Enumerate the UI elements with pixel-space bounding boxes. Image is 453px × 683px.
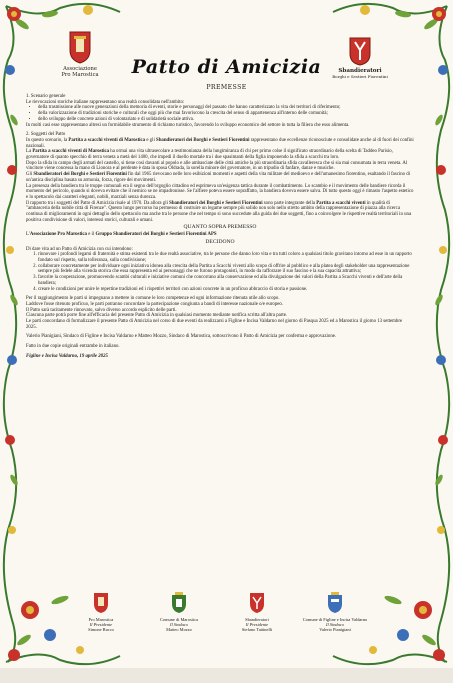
signature-org: Pro Marostica [88, 617, 114, 622]
list-item: 1. rinnovare i profondi legami di fraternità e stima esistenti tra le due realtà associative, tra le persone che danno loro vita e tra tutti coloro a qualsiasi titolo gravitano intorno ad esse in un rapporto fondato sul rispetto, sulla tolleranza, sulla condivisione; [38, 252, 414, 263]
signature-role: Il Presidente [89, 622, 113, 627]
paragraph: Di dare vita ad un Patto di Amicizia con cui intendono: [26, 246, 133, 252]
paragraph: Per il raggiungimento le parti si impegnano a mettere in comune le loro competenze ed ogni informazione ritenuta utile allo scopo. [26, 296, 280, 302]
text-run: rappresentano due eccellenze riconosciute e consolidate anche al di fuori dei confini nazionali. [26, 137, 414, 149]
paragraph: La presenza della bandiera tra le truppe comunali era il segno dell'orgoglio cittadino ed esprimeva un'esigenza tattica durante il combattimento. Lo scambio e il movimento delle bandiere ricorda il momento del pericolo, quando si doveva evitare che il nemico se ne impadronisse. Se l'alfiere poteva essere sopraffatto, la bandiera doveva essere salva. Di tutto questo oggi è rimasto l'aspetto estetico e lo spettacolo dai caratteri eleganti, nobili, marziali senza durezza. [26, 183, 414, 200]
pro-marostica-crest-icon [92, 592, 110, 614]
signature-name: Matteo Mozzo [166, 627, 192, 632]
text-run-bold: Gruppo Sbandieratori dei Borghi e Sestieri Fiorentini APS [95, 232, 217, 238]
list-item: 2. collaborare concretamente per individuare ogni iniziativa idonea alla crescita della Partita a Scacchi viventi allo scopo di offrire al pubblico e alla platea degli stakeholder una rappresentazione sempre più fedele alla vicenda storica che essa rappresenta ed ai personaggi che ne furono protagonisti, in modo da rafforzare il suo fascino e la sua capacità attrattiva; [38, 264, 414, 275]
parties-line [26, 232, 414, 238]
section-heading-soggetti: 2. Soggetti del Patto [26, 132, 66, 138]
signature-name: Simone Bucco [88, 627, 114, 632]
list-item: 3. favorire la cooperazione, promuovendo scambi culturali e iniziative comuni che concorrano alla conservazione ed alla divulgazione dei valori della Partita a Scacchi viventi e dell'arte della bandiera; [38, 275, 414, 286]
document-body [26, 94, 414, 360]
marostica-coat-of-arms-icon [170, 592, 188, 614]
sbandieratori-crest-icon [248, 592, 266, 614]
signature-name: Stefano Tattinelli [241, 627, 273, 632]
section-heading-scenario: 1. Scenario generale [26, 94, 66, 99]
right-logo-line-2: Borghi e Sestieri Fiorentini [332, 74, 388, 79]
paragraph [26, 138, 414, 149]
left-logo-line-1: Associazione [63, 66, 97, 72]
text-run: in qualità di "ambasceria della nobile città di Firenze". Questo lungo percorso ha permesso di costruire un legame sempre più solido non solo nello stretto ambito della rappresentazione di piazza alla ricerca continua di miglioramenti in ogni dettaglio dello spettacolo ma anche tra le persone che nel tempo si sono succedute alla guida dei due soggetti, fino a coinvolgere le rispettive realtà territoriali in una positiva condivisione di valori, interessi storici, culturali e umani. [26, 200, 412, 223]
signature-block [66, 592, 136, 632]
paragraph: Le parti concordano di formalizzare il presente Patto di Amicizia nel corso di due eventi da realizzarsi a Figline e Incisa Valdarno nel giorno di Pasqua 2025 ed a Marostica il giorno 13 settembre 2025. [26, 319, 403, 330]
text-run-bold: Sbandieratori dei Borghi e Sestieri Fiorentini [33, 172, 127, 178]
text-run-bold: Partita a scacchi viventi di Marostica [32, 149, 110, 155]
section-premesse: PREMESSE [206, 84, 247, 91]
paragraph: Ciascuna parte potrà porre fine all'efficacia del presente Patto di Amicizia in qualsiasi momento mediante notifica scritta all'altra parte. [26, 313, 288, 319]
text-run: e gli [145, 137, 157, 143]
paragraph [26, 149, 414, 160]
paragraph: Laddove fosse ritenuto proficuo, le parti potranno concordare la partecipazione congiunta a bandi di interesse nazionale o/e europeo. [26, 301, 284, 307]
signature-role: Il Sindaco [326, 622, 344, 627]
list-item: • della trasmissione alle nuove generazioni della memoria di eventi, storie e personaggi del passato che hanno caratterizzato la vita dei territori di riferimento; [38, 105, 414, 111]
signature-block [222, 592, 292, 632]
signature-role: Il Sindaco [170, 622, 188, 627]
text-run: L' [26, 232, 30, 238]
signature-org: Comune di Marostica [159, 617, 199, 622]
signature-role: Il Presidente [245, 622, 269, 627]
place-date: Figline e Incisa Valdarno, 19 aprile 2025 [26, 353, 108, 359]
document-title: Patto di Amicizia [131, 56, 322, 78]
text-run: Gli [26, 172, 34, 178]
paragraph [26, 172, 414, 183]
paragraph: Le rievocazioni storiche italiane rappresentano una realtà consolidata nell'ambito: [26, 99, 185, 105]
text-run-bold: Sbandieratori dei Borghi e Sestieri Fiorentini [156, 137, 250, 143]
paragraph: Dopo la sfida in campo degli armati del castello, si tiene così davanti al popolo e alle ambasciate delle città amiche la più straordinaria sfida cavalleresca che si sia mai consumata in terra veneta. Al vincitore viene concessa la mano di Lionora e al perdente è data in sposa Oldrada, la sorella minore del governatore, in un tripudio di fanfare, danze e musiche. [26, 160, 408, 172]
quanto-sopra-heading: QUANTO SOPRA PREMESSO [183, 224, 257, 231]
decidono-heading: DECIDONO [205, 238, 235, 245]
signature-block [144, 592, 214, 632]
list-item: 4. creare le condizioni per unire le repertine tradizioni ed i rispettivi territori con azioni concrete in un proficuo abbraccio di storia e passione. [38, 287, 414, 293]
signature-block [300, 592, 370, 632]
text-run: sono parte integrante della [262, 200, 317, 206]
text-run-bold: Sbandieratori dei Borghi e Sestieri Fiorentini [169, 200, 263, 206]
paragraph: In molti casi esse rappresentano altresì un formidabile strumento di richiamo turistico, favorendo lo sviluppo economico del settore in tutta la filiera che esso alimenta. [26, 122, 350, 128]
numbered-list [26, 252, 414, 292]
text-run: fin dal 1965 rievocano nelle loro esibizioni momenti e aspetti della vita militare del medioevo e dell'umanesimo fiorentino, esaltando il fascino di un'antica disciplina basata su armonia, forza, rigore dei movimenti. [26, 172, 411, 183]
text-run: La [26, 149, 33, 155]
figline-coat-of-arms-icon [326, 592, 344, 614]
paragraph [26, 201, 414, 224]
right-logo-line-1: Sbandieratori [338, 68, 382, 74]
signature-org: Sbandieratori [245, 617, 269, 622]
text-run-bold: Partita a scacchi viventi [316, 200, 366, 206]
bullet-list [26, 105, 414, 122]
text-run: In questo scenario, la [26, 137, 69, 143]
list-item: • della valorizzazione di tradizioni storiche e culturali che oggi più che mai favoriscono la crescita del senso di appartenenza all'interno delle comunità; [38, 111, 414, 117]
paragraph: Il Patto sarà tacitamente rinnovato, salvo diverso accordo esplicito delle parti. [26, 307, 177, 313]
paragraph: Valerio Pianigiani, Sindaco di Figline e Incisa Valdarno e Matteo Mozzo, Sindaco di Marostica, sottoscrivono il Patto di Amicizia per conferma e approvazione. [26, 334, 337, 340]
list-item: • dello sviluppo delle concrete azioni di volontariato e di solidarietà sociale attiva. [38, 117, 414, 123]
text-run: e il [86, 232, 96, 238]
left-logo-line-2: Pro Marostica [61, 72, 99, 78]
text-run-bold: Partita a scacchi viventi di Marostica [68, 137, 146, 143]
signature-name: Valerio Pianigiani [319, 627, 351, 632]
text-run: ha ormai una vita ultrasecolare a testimonianza della lungimiranza di chi per primo colse il significato straordinario della scelta di Taddeo Parisio, governatore di quanto specchio di terra veneta a metà del 1400, che impedì il duello mortale tra i due spasimanti della figlia imponendo la sfida a scacchi tra loro. [26, 149, 393, 161]
paragraph: Fatto in due copie originali entrambe in italiano. [26, 344, 120, 350]
text-run-bold: Associazione Pro Marostica [29, 232, 87, 238]
signature-org: Comune di Figline e Incisa Valdarno [302, 617, 368, 622]
text-run: Il rapporto tra i soggetti del Patto di Amicizia risale al 1970. Da allora gli [26, 200, 170, 206]
